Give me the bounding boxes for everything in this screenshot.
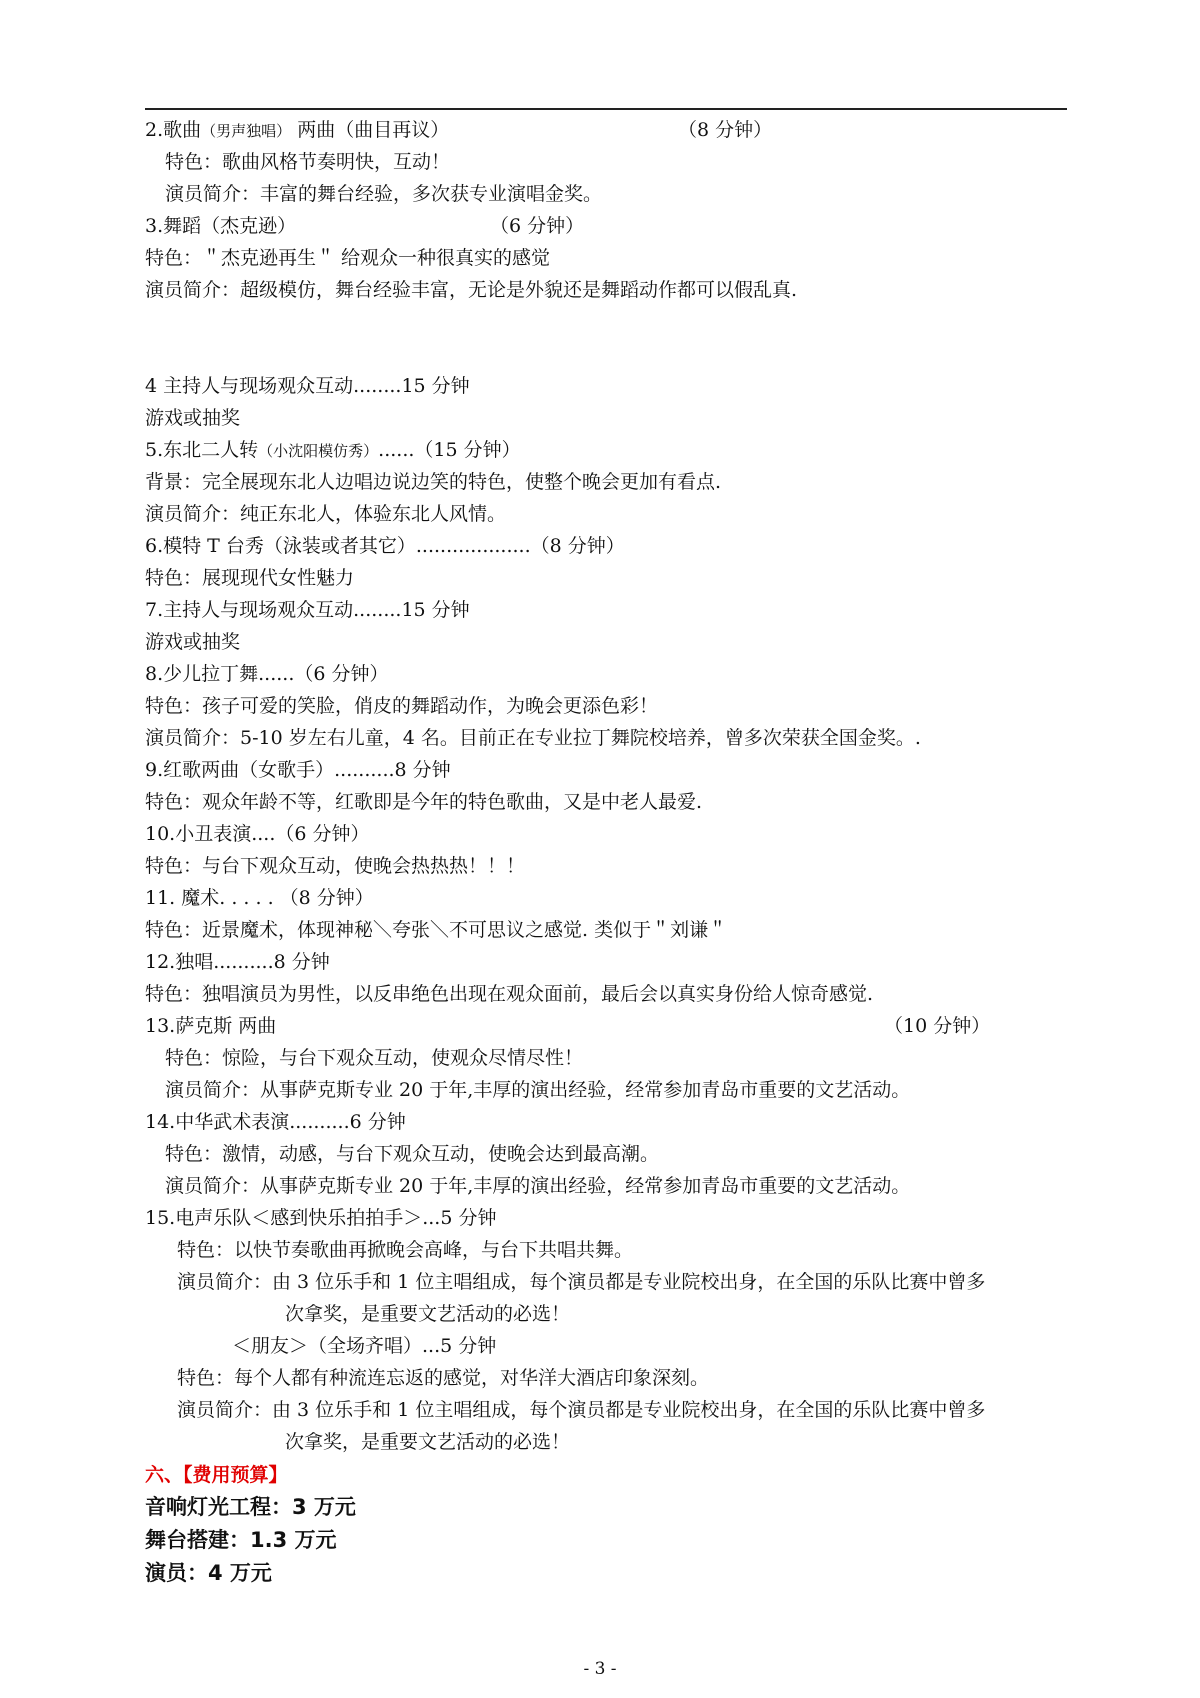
program-item-11-title: 11. 魔术. . . . . （8 分钟） [145, 887, 374, 909]
program-item-11-feature: 特色：近景魔术，体现神秘＼夸张＼不可思议之感觉. 类似于＂刘谦＂ [145, 919, 728, 941]
program-item-7-note: 游戏或抽奖 [145, 631, 241, 653]
program-item-3-title: 3.舞蹈（杰克逊） [145, 215, 297, 237]
program-item-3-performer: 演员简介：超级模仿，舞台经验丰富，无论是外貌还是舞蹈动作都可以假乱真. [145, 279, 798, 301]
item-subtitle: （男声独唱） [201, 122, 292, 140]
program-item-15-sub-title: ＜朋友＞（全场齐唱）...5 分钟 [232, 1335, 497, 1357]
program-item-15-title: 15.电声乐队＜感到快乐拍拍手＞...5 分钟 [145, 1207, 497, 1229]
program-item-15-sub-feature: 特色：每个人都有种流连忘返的感觉，对华洋大酒店印象深刻。 [177, 1367, 710, 1389]
program-item-14-title: 14.中华武术表演..........6 分钟 [145, 1111, 406, 1133]
program-item-12-feature: 特色：独唱演员为男性，以反串绝色出现在观众面前，最后会以真实身份给人惊奇感觉. [145, 983, 874, 1005]
program-item-5-title [145, 438, 521, 463]
program-item-4-title: 4 主持人与现场观众互动........15 分钟 [145, 375, 470, 397]
item-title: 5.东北二人转 [145, 439, 259, 461]
item-title: 2.歌曲 [145, 119, 202, 141]
program-item-9-feature: 特色：观众年龄不等，红歌即是今年的特色歌曲，又是中老人最爱. [145, 791, 703, 813]
program-item-15-performer-cont: 次拿奖，是重要文艺活动的必选！ [285, 1303, 571, 1325]
program-item-15-sub-performer: 演员简介：由 3 位乐手和 1 位主唱组成，每个演员都是专业院校出身，在全国的乐队比赛中曾多 [177, 1399, 986, 1421]
program-item-13-title: 13.萨克斯 两曲 [145, 1015, 277, 1037]
program-item-15-sub-performer-cont: 次拿奖，是重要文艺活动的必选！ [285, 1431, 571, 1453]
program-item-3-duration: （6 分钟） [490, 215, 585, 237]
program-item-12-title: 12.独唱..........8 分钟 [145, 951, 330, 973]
program-item-2-title [145, 118, 449, 143]
program-item-15-feature: 特色：以快节奏歌曲再掀晚会高峰，与台下共唱共舞。 [177, 1239, 634, 1261]
program-item-14-performer: 演员简介：从事萨克斯专业 20 于年,丰厚的演出经验，经常参加青岛市重要的文艺活动。 [165, 1175, 911, 1197]
program-item-8-feature: 特色：孩子可爱的笑脸，俏皮的舞蹈动作，为晚会更添色彩！ [145, 695, 659, 717]
program-item-4-note: 游戏或抽奖 [145, 407, 241, 429]
program-item-15-performer: 演员简介：由 3 位乐手和 1 位主唱组成，每个演员都是专业院校出身，在全国的乐队比赛中曾多 [177, 1271, 986, 1293]
program-item-9-title: 9.红歌两曲（女歌手）..........8 分钟 [145, 759, 451, 781]
item-duration: ......（15 分钟） [378, 439, 521, 461]
program-item-6-feature: 特色：展现现代女性魅力 [145, 567, 355, 589]
program-item-13-feature: 特色：惊险，与台下观众互动，使观众尽情尽性！ [165, 1047, 584, 1069]
section-heading-budget: 六、【费用预算】 [145, 1464, 288, 1486]
program-item-6-title: 6.模特 T 台秀（泳装或者其它）...................（8 分钟） [145, 535, 625, 557]
program-item-13-performer: 演员简介：从事萨克斯专业 20 于年,丰厚的演出经验，经常参加青岛市重要的文艺活动。 [165, 1079, 911, 1101]
program-item-2-duration: （8 分钟） [678, 119, 773, 141]
program-item-2-performer: 演员简介：丰富的舞台经验，多次获专业演唱金奖。 [165, 183, 603, 205]
program-item-7-title: 7.主持人与现场观众互动........15 分钟 [145, 599, 470, 621]
program-item-14-feature: 特色：激情，动感，与台下观众互动，使晚会达到最高潮。 [165, 1143, 660, 1165]
program-item-5-background: 背景：完全展现东北人边唱边说边笑的特色，使整个晚会更加有看点. [145, 471, 722, 493]
program-item-2-feature: 特色：歌曲风格节奏明快，互动！ [165, 151, 451, 173]
program-item-5-performer: 演员简介：纯正东北人，体验东北人风情。 [145, 503, 507, 525]
program-item-10-title: 10.小丑表演....（6 分钟） [145, 823, 370, 845]
budget-item-stage: 舞台搭建：1.3 万元 [145, 1528, 337, 1552]
page-number: - 3 - [583, 1659, 617, 1679]
header-rule [145, 108, 1067, 110]
item-subtitle: （小沈阳模仿秀） [258, 442, 379, 460]
program-item-8-performer: 演员简介：5-10 岁左右儿童，4 名。目前正在专业拉丁舞院校培养，曾多次荣获全国金奖。. [145, 727, 921, 749]
item-note: 两曲（曲目再议） [291, 119, 450, 141]
program-item-8-title: 8.少儿拉丁舞......（6 分钟） [145, 663, 389, 685]
program-item-10-feature: 特色：与台下观众互动，使晚会热热热！！！ [145, 855, 526, 877]
program-item-3-feature: 特色：＂杰克逊再生＂ 给观众一种很真实的感觉 [145, 247, 551, 269]
program-item-13-duration: （10 分钟） [884, 1015, 991, 1037]
budget-item-performers: 演员：4 万元 [145, 1561, 272, 1585]
budget-item-sound-light: 音响灯光工程：3 万元 [145, 1495, 356, 1519]
